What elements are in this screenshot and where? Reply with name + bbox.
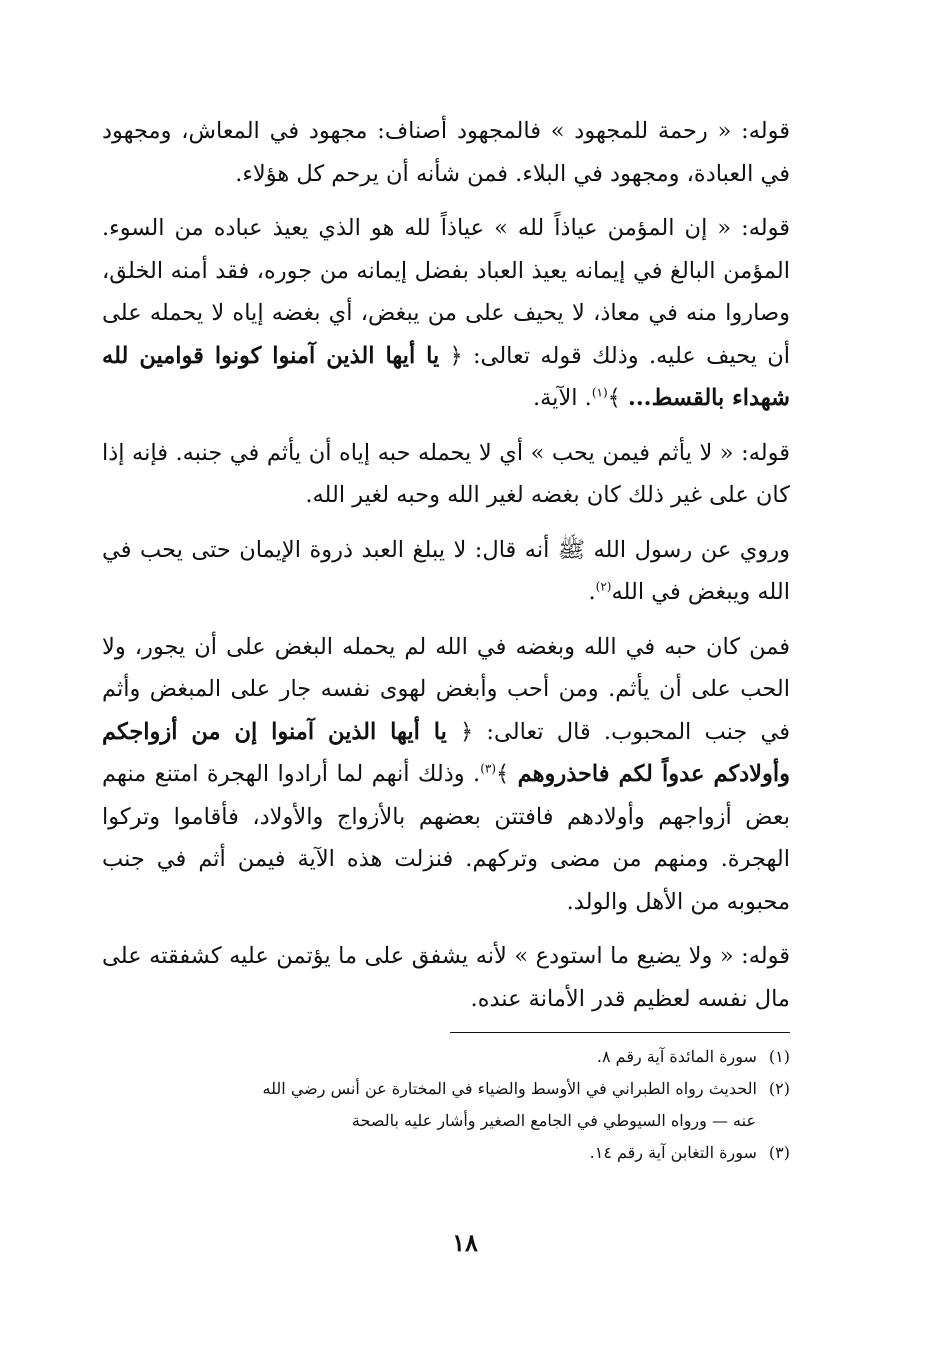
footnote-number: (١)	[768, 1047, 790, 1066]
footnote-2-continuation	[102, 1105, 790, 1137]
paragraph-2-tail: . الآية.	[532, 385, 592, 411]
footnote-text: سورة المائدة آية رقم ٨.	[596, 1047, 757, 1066]
paragraph-6-text: قوله: « ولا يضيع ما استودع » لأنه يشفق على ما يؤتمن عليه كشفقته على مال نفسه لعظيم قدر الأمانة عنده.	[102, 943, 790, 1012]
paragraph-2	[102, 207, 790, 420]
footnote-ref-2: (٢)	[595, 579, 612, 594]
footnote-ref-3: (٣)	[480, 761, 497, 776]
footnote-number: (٣)	[768, 1143, 790, 1162]
paragraph-4-text: وروي عن رسول الله ﷺ أنه قال: لا يبلغ العبد ذروة الإيمان حتى يحب في الله ويبغض في الله	[102, 536, 790, 605]
paragraph-5-tail: . وذلك أنهم لما أرادوا الهجرة امتنع منهم بعض أزواجهم وأولادهم فافتتن بعضهم بالأزواج والأولاد، فأقاموا وتركوا الهجرة. ومنهم من مضى وتركهم. فنزلت هذه الآية فيمن أثم في جنب محبوبه من الأهل والولد.	[102, 761, 790, 915]
paragraph-3-text: قوله: « لا يأثم فيمن يحب » أي لا يحمله حبه إياه أن يأثم في جنبه. فإنه إذا كان على غير ذلك كان بغضه لغير الله وحبه لغير الله.	[102, 439, 790, 508]
paragraph-4	[102, 529, 790, 614]
footnote-ref-1: (١)	[591, 385, 608, 400]
paragraph-5	[102, 626, 790, 924]
footnote-3	[102, 1137, 790, 1169]
footnote-separator	[450, 1032, 790, 1033]
paragraph-6	[102, 935, 790, 1020]
quran-verse-1: يا أيها الذين آمنوا كونوا قوامين لله شهداء بالقسط...	[102, 342, 790, 411]
footnote-text: الحديث رواه الطبراني في الأوسط والضياء في المختارة عن أنس رضي الله	[262, 1079, 757, 1098]
footnote-1	[102, 1041, 790, 1073]
paragraph-1	[102, 110, 790, 195]
paragraph-4-tail: .	[588, 579, 596, 605]
paragraph-2-text: قوله: « إن المؤمن عياذاً لله » عياذاً لله هو الذي يعيذ عباده من السوء. المؤمن البالغ في إيمانه يعيذ العباد بفضل إيمانه من جوره، فقد أمنه الخلق، وصاروا منه في معاذ، لا يحيف على من يبغض، أي بغضه إياه لا يحمله على أن يحيف عليه. وذلك قوله تعالى: ﴿	[102, 215, 790, 369]
page-number: ١٨	[452, 1228, 478, 1257]
footnote-2	[102, 1073, 790, 1105]
footnote-number: (٢)	[768, 1079, 790, 1098]
quran-verse-2: يا أيها الذين آمنوا إن من أزواجكم وأولادكم عدواً لكم فاحذروهم	[102, 718, 790, 787]
footnote-text: عنه — ورواه السيوطي في الجامع الصغير وأشار عليه بالصحة	[351, 1111, 756, 1130]
footnote-text: سورة التغابن آية رقم ١٤.	[589, 1143, 757, 1162]
paragraph-3	[102, 432, 790, 517]
paragraph-1-text: قوله: « رحمة للمجهود » فالمجهود أصناف: مجهود في المعاش، ومجهود في العبادة، ومجهود في البلاء. فمن شأنه أن يرحم كل هؤلاء.	[102, 118, 790, 187]
paragraph-5-text: فمن كان حبه في الله وبغضه في الله لم يحمله البغض على أن يجور، ولا الحب على أن يأثم. ومن أحب وأبغض لهوى نفسه جار على المبغض وأثم في جنب المحبوب. قال تعالى: ﴿	[102, 633, 790, 745]
verse-close-bracket: ﴾	[607, 385, 629, 411]
verse-close-bracket: ﴾	[496, 761, 518, 787]
